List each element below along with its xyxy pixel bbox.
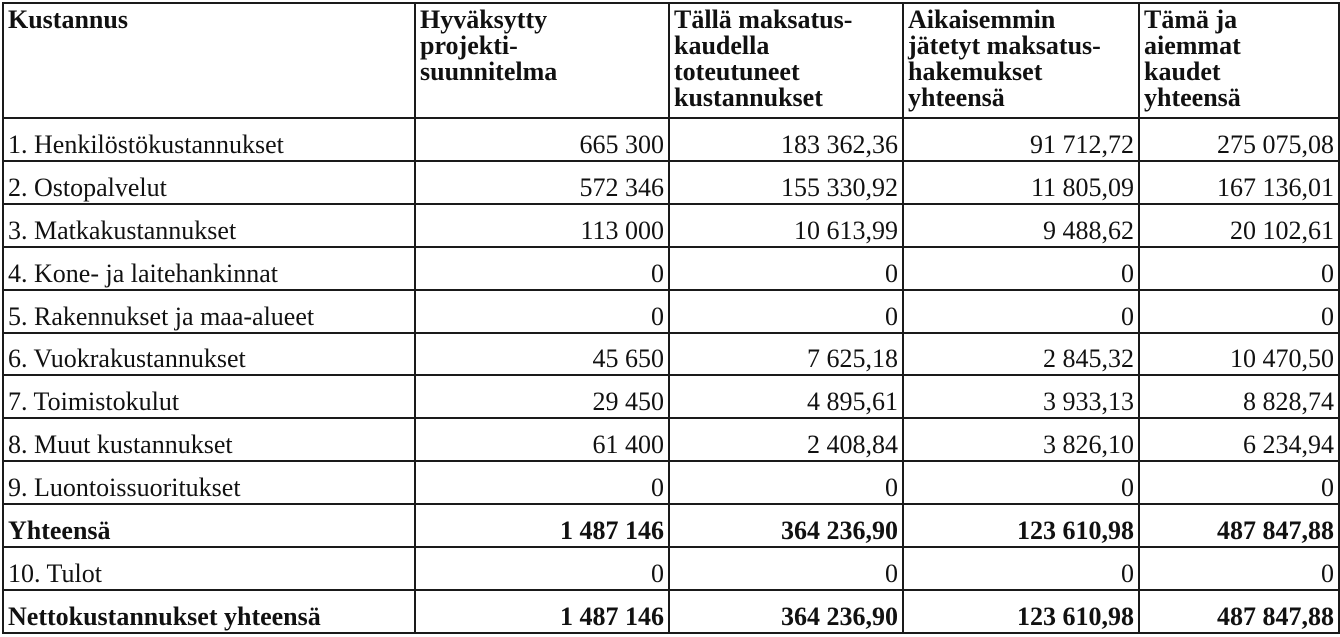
cell-current: 0 [669,247,903,290]
cell-current: 155 330,92 [669,161,903,204]
cell-total: 6 234,94 [1139,418,1339,461]
cell-current: 10 613,99 [669,204,903,247]
cell-current: 364 236,90 [669,504,903,547]
header-approved-plan: Hyväksytty projekti- suunnitelma [415,3,669,118]
table-row [3,375,1339,418]
cell-previous: 3 826,10 [903,418,1139,461]
table-row [3,161,1339,204]
row-label: Yhteensä [3,504,415,547]
row-label: 7. Toimistokulut [3,375,415,418]
cell-approved: 1 487 146 [415,504,669,547]
header-cost-category: Kustannus [3,3,415,118]
row-label: 4. Kone- ja laitehankinnat [3,247,415,290]
cell-approved: 61 400 [415,418,669,461]
cell-previous: 123 610,98 [903,504,1139,547]
cell-total: 10 470,50 [1139,333,1339,376]
cell-total: 0 [1139,461,1339,504]
table-row [3,118,1339,161]
cell-total: 20 102,61 [1139,204,1339,247]
cell-approved: 0 [415,247,669,290]
cell-total: 0 [1139,290,1339,333]
cost-table [2,2,1340,634]
cell-current: 0 [669,547,903,590]
table-row [3,333,1339,376]
cell-approved: 0 [415,290,669,333]
cell-total: 275 075,08 [1139,118,1339,161]
row-label: 10. Tulot [3,547,415,590]
row-label: 9. Luontoissuoritukset [3,461,415,504]
cell-previous: 11 805,09 [903,161,1139,204]
row-label: 2. Ostopalvelut [3,161,415,204]
cell-previous: 0 [903,247,1139,290]
table-row [3,290,1339,333]
cell-current: 0 [669,461,903,504]
cell-current: 0 [669,290,903,333]
row-label: 5. Rakennukset ja maa-alueet [3,290,415,333]
cell-current: 7 625,18 [669,333,903,376]
cell-total: 0 [1139,247,1339,290]
cell-approved: 113 000 [415,204,669,247]
cell-total: 0 [1139,547,1339,590]
cell-total: 487 847,88 [1139,504,1339,547]
header-previous-applications: Aikaisemmin jätetyt maksatus- hakemukset yhteensä [903,3,1139,118]
header-current-period: Tällä maksatus- kaudella toteutuneet kustannukset [669,3,903,118]
cell-total: 167 136,01 [1139,161,1339,204]
header-row [3,3,1339,118]
net-total-row [3,590,1339,633]
cell-current: 2 408,84 [669,418,903,461]
subtotal-row [3,504,1339,547]
cell-previous: 0 [903,461,1139,504]
cell-previous: 9 488,62 [903,204,1139,247]
cell-approved: 45 650 [415,333,669,376]
row-label: Nettokustannukset yhteensä [3,590,415,633]
cell-approved: 665 300 [415,118,669,161]
cell-total: 487 847,88 [1139,590,1339,633]
cell-previous: 0 [903,290,1139,333]
cell-previous: 91 712,72 [903,118,1139,161]
row-label: 3. Matkakustannukset [3,204,415,247]
header-total-periods: Tämä ja aiemmat kaudet yhteensä [1139,3,1339,118]
cell-previous: 2 845,32 [903,333,1139,376]
cell-approved: 572 346 [415,161,669,204]
cell-approved: 0 [415,547,669,590]
table-row [3,461,1339,504]
table-row [3,247,1339,290]
cell-current: 364 236,90 [669,590,903,633]
row-label: 6. Vuokrakustannukset [3,333,415,376]
cell-previous: 123 610,98 [903,590,1139,633]
cell-approved: 29 450 [415,375,669,418]
cell-approved: 0 [415,461,669,504]
row-label: 8. Muut kustannukset [3,418,415,461]
row-label: 1. Henkilöstökustannukset [3,118,415,161]
cell-approved: 1 487 146 [415,590,669,633]
cell-current: 183 362,36 [669,118,903,161]
cell-previous: 3 933,13 [903,375,1139,418]
table-row [3,547,1339,590]
table-row [3,204,1339,247]
cell-total: 8 828,74 [1139,375,1339,418]
cell-current: 4 895,61 [669,375,903,418]
table-row [3,418,1339,461]
cell-previous: 0 [903,547,1139,590]
